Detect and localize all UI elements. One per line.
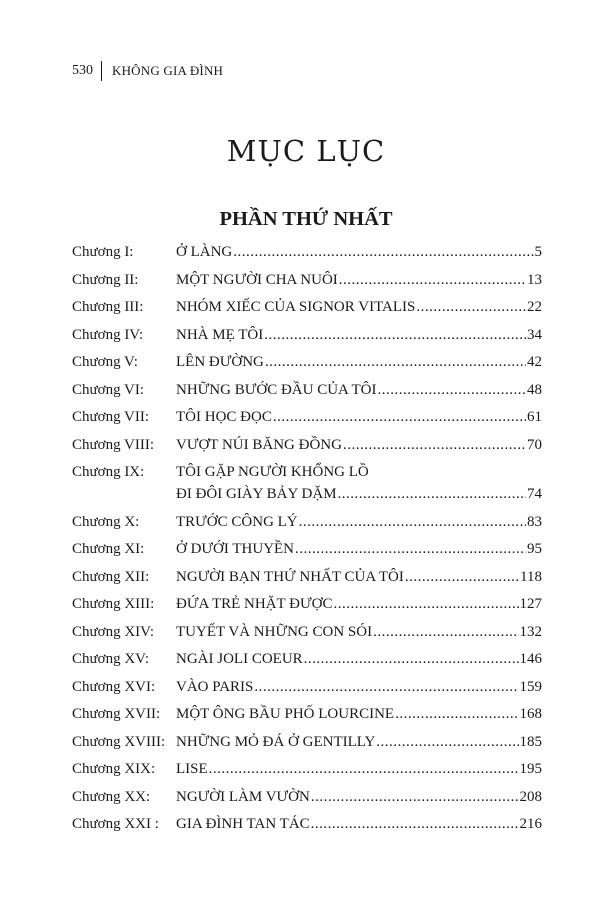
chapter-title-line [176,786,542,808]
dot-leader [339,269,526,291]
chapter-title: NGƯỜI BẠN THỨ NHẤT CỦA TÔI [176,568,404,585]
chapter-entry [176,813,542,835]
dot-leader [299,511,526,533]
chapter-entry [176,758,542,780]
chapter-entry [176,703,542,725]
chapter-entry [176,621,542,643]
chapter-title: TÔI GẶP NGƯỜI KHỔNG LỒ [176,464,369,480]
chapter-label: Chương X: [72,513,140,530]
chapter-label: Chương VII: [72,409,150,425]
dot-leader [376,731,518,753]
page-reference: 83 [527,513,542,530]
chapter-entry [176,786,542,808]
chapter-entry [176,296,542,318]
chapter-label: Chương XX: [72,788,151,805]
dot-leader [378,379,526,401]
page-reference: 216 [519,816,542,832]
toc-entry [72,813,542,835]
chapter-title-line [176,758,542,780]
chapter-label: Chương IX: [72,464,145,480]
chapter-title-line [176,538,542,560]
page-reference: 74 [527,486,542,502]
chapter-entry [176,511,542,533]
chapter-title-line [176,511,542,533]
chapter-entry [176,593,542,615]
chapter-title: TÔI HỌC ĐỌC [176,409,272,425]
chapter-label: Chương XIII: [72,596,155,612]
page-reference: 48 [527,381,542,398]
chapter-entry [176,379,542,401]
toc-entry [72,461,542,505]
chapter-title-line [176,379,542,401]
toc-entry [72,648,542,670]
dot-leader [416,296,526,318]
chapter-label: Chương VI: [72,381,145,398]
page-reference: 13 [527,271,542,288]
chapter-title: NHỮNG BƯỚC ĐẦU CỦA TÔI [176,381,377,398]
page-reference: 159 [519,678,542,695]
chapter-label: Chương VIII: [72,436,155,453]
chapter-entry [176,324,542,346]
chapter-label: Chương I: [72,244,134,260]
page-reference: 132 [519,623,542,640]
chapter-entry [176,461,542,505]
toc-entry [72,703,542,725]
chapter-label: Chương XIX: [72,761,156,777]
dot-leader [333,593,518,615]
dot-leader [209,758,519,780]
dot-leader [295,538,526,560]
toc-entry [72,566,542,588]
page-reference: 95 [527,541,542,557]
toc-entry [72,434,542,456]
dot-leader [233,241,533,263]
dot-leader [395,703,518,725]
toc-entry [72,758,542,780]
chapter-label: Chương XVIII: [72,733,166,750]
chapter-title: MỘT NGƯỜI CHA NUÔI [176,271,338,288]
toc-entry [72,621,542,643]
toc-entry [72,296,542,318]
page-reference: 22 [527,299,542,315]
dot-leader [311,813,519,835]
chapter-label: Chương XIV: [72,623,155,640]
toc-entry [72,676,542,698]
chapter-title-line [176,269,542,291]
chapter-title: TRƯỚC CÔNG LÝ [176,513,298,530]
chapter-label: Chương XII: [72,568,150,585]
chapter-title: NGÀI JOLI COEUR [176,651,303,667]
chapter-title-line [176,593,542,615]
chapter-entry [176,241,542,263]
chapter-title-line [176,566,542,588]
chapter-title-line [176,703,542,725]
chapter-title-line [176,434,542,456]
chapter-label: Chương IV: [72,326,144,343]
chapter-title-line [176,621,542,643]
dot-leader [311,786,519,808]
chapter-title: TUYẾT VÀ NHỮNG CON SÓI [176,623,373,640]
chapter-title: VƯỢT NÚI BĂNG ĐỒNG [176,436,342,453]
toc-entry [72,511,542,533]
chapter-entry [176,731,542,753]
chapter-title: ĐỨA TRẺ NHẶT ĐƯỢC [176,596,333,612]
chapter-title: Ở LÀNG [176,244,233,260]
chapter-entry [176,434,542,456]
chapter-title: Ở DƯỚI THUYỀN [176,541,295,557]
chapter-label: Chương III: [72,299,144,315]
page-reference: 34 [527,326,542,343]
dot-leader [373,621,518,643]
chapter-entry [176,538,542,560]
chapter-entry [176,676,542,698]
chapter-entry [176,269,542,291]
dot-leader [405,566,519,588]
page-reference: 118 [520,568,542,585]
chapter-title-continued: ĐI ĐÔI GIÀY BẢY DẶM [176,486,337,502]
page-reference: 42 [527,354,542,370]
dot-leader [338,483,526,505]
chapter-label: Chương XVI: [72,678,156,695]
chapter-title-line [176,676,542,698]
chapter-label: Chương XI: [72,541,145,557]
chapter-entry [176,406,542,428]
toc-entry [72,269,542,291]
chapter-title-line [176,351,542,373]
chapter-title: LISE [176,761,208,777]
chapter-title: MỘT ÔNG BẦU PHỐ LOURCINE [176,706,395,722]
chapter-title-line [176,324,542,346]
dot-leader [343,434,526,456]
toc-list [72,241,542,841]
chapter-title: NHỮNG MỎ ĐÁ Ở GENTILLY [176,733,376,750]
toc-entry [72,538,542,560]
chapter-label: Chương XV: [72,651,150,667]
chapter-label: Chương II: [72,271,139,288]
toc-title: MỤC LỤC [226,134,386,168]
toc-entry [72,731,542,753]
chapter-entry [176,351,542,373]
page-reference: 5 [534,244,542,260]
toc-entry [72,406,542,428]
page-reference: 168 [519,706,542,722]
toc-entry [72,593,542,615]
dot-leader [265,351,526,373]
chapter-title: LÊN ĐƯỜNG [176,354,264,370]
toc-entry [72,241,542,263]
page-number: 530 [72,63,93,78]
toc-entry [72,351,542,373]
chapter-title-line [176,406,542,428]
chapter-title-line [176,813,542,835]
dot-leader [273,406,526,428]
dot-leader [254,676,518,698]
page-reference: 146 [519,651,542,667]
dot-leader [304,648,519,670]
chapter-title-line [176,241,542,263]
toc-entry [72,379,542,401]
page-reference: 61 [527,409,542,425]
chapter-title: GIA ĐÌNH TAN TÁC [176,816,310,832]
part-title: PHẦN THỨ NHẤT [219,208,393,230]
chapter-title-line [176,648,542,670]
chapter-title-line [176,731,542,753]
page-reference: 195 [519,761,542,777]
chapter-title: VÀO PARIS [176,678,254,695]
chapter-entry [176,648,542,670]
chapter-title: NHÓM XIẾC CỦA SIGNOR VITALIS [176,299,416,315]
book-title: KHÔNG GIA ĐÌNH [112,63,224,78]
chapter-label: Chương V: [72,354,138,370]
page-reference: 127 [519,596,542,612]
chapter-title-line [176,483,542,505]
toc-entry [72,786,542,808]
dot-leader [264,324,526,346]
chapter-label: Chương XXI : [72,816,159,832]
chapter-title: NHÀ MẸ TÔI [176,326,264,343]
running-header [72,61,223,81]
chapter-title: NGƯỜI LÀM VƯỜN [176,788,310,805]
chapter-title-line [176,296,542,318]
chapter-label: Chương XVII: [72,706,161,722]
toc-entry [72,324,542,346]
page-reference: 185 [519,733,542,750]
page-reference: 208 [519,788,542,805]
page-reference: 70 [527,436,542,453]
chapter-entry [176,566,542,588]
